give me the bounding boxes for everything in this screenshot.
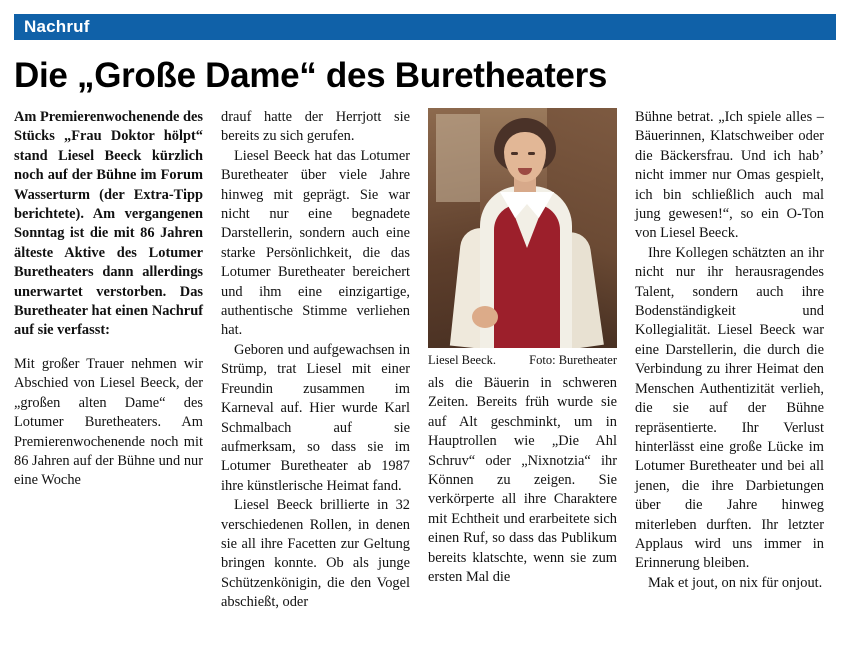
paragraph: Mit großer Trauer nehmen wir Abschied von Liesel Beeck, der „großen alten Dame“ des Lotumer Buretheaters. Am Premierenwochenende noch mit 86 Jahren auf der Bühne und nur eine Woche	[14, 355, 203, 489]
paragraph: Bühne betrat. „Ich spiele alles – Bäuerinnen, Klatschweiber oder die Bäckersfrau. Und ich hab’ nicht immer nur Omas gespielt, ich bin schließlich auch mal jung gewesen!“, so ein O-Ton von Liesel Beeck.	[635, 109, 824, 242]
photo-subject-eye-left	[511, 152, 518, 155]
column-photo	[428, 108, 617, 608]
column-left	[14, 108, 203, 608]
photo-window-shape	[436, 114, 480, 202]
paragraph: drauf hatte der Herrjott sie bereits zu sich gerufen.	[221, 109, 410, 145]
article-columns	[14, 108, 836, 611]
kicker-bar	[14, 14, 836, 40]
photo-credit: Foto: Buretheater	[529, 353, 617, 367]
paragraph: Geboren und aufgewachsen in Strümp, trat Liesel mit einer Freundin zusammen im Karneval auf. Hier wurde Karl Schmalbach auf sie aufmerksam, so dass sie im Lotumer Buretheater ab 1987 ihre künstlerische Heimat fand.	[221, 341, 410, 494]
page-title: Die „Große Dame“ des Buretheaters	[14, 56, 608, 95]
paragraph: Liesel Beeck hat das Lotumer Buretheater über viele Jahre hinweg mit geprägt. Sie war nicht nur eine begnadete Darstellerin, sondern auch eine starke Persönlichkeit, die das Lotumer Buretheater bereichert und ihm eine einzigartige, authentische Stimme verliehen hat.	[221, 147, 410, 339]
kicker-label: Nachruf	[24, 17, 90, 36]
photo-caption-text: Liesel Beeck.	[428, 353, 497, 367]
closing-paragraph: Mak et jout, on nix für onjout.	[648, 574, 823, 591]
article-photo	[428, 108, 617, 348]
photo-caption	[428, 348, 617, 368]
paragraph: Liesel Beeck brillierte in 32 verschiedenen Rollen, in denen sie all ihre Facetten zur Geltung bringen konnte. Ob als junge Schützenkönigin, die den Vogel abschießt, oder	[221, 497, 410, 611]
photo-subject-eye-right	[528, 152, 535, 155]
paragraph: als die Bäuerin in schweren Zeiten. Bereits früh wurde sie auf Alt geschminkt, um in Hauptrollen wie „Die Ahl Schruv“ oder „Nixnotzia“ ihr Können zu zeigen. Sie verkörperte all ihre Charaktere mit Echtheit und erarbeitete sich einen Ruf, so dass das Publikum bereits klatschte, wenn sie zum ersten Mal die	[428, 375, 617, 586]
column-right	[635, 108, 824, 608]
article-photo-block	[428, 108, 617, 368]
paragraph: Ihre Kollegen schätzten an ihr nicht nur ihr herausragendes Talent, sondern auch ihre Bodenständigkeit und Kollegialität. Liesel Beeck war eine Darstellerin, die durch die Verbindung zu ihrer Heimat den Menschen Authentizität verlieh, die sie auf der Bühne repräsentierte. Ihr Verlust hinterlässt eine große Lücke im Lotumer Buretheater und bei all jenen, die ihre Darbietungen über die Jahre hinweg miterleben durften. Ihr letzter Applaus wird uns immer in Erinnerung bleiben.	[635, 244, 824, 572]
lead-paragraph: Am Premierenwochenende des Stücks „Frau Doktor hölpt“ stand Liesel Beeck kürzlich noch auf der Bühne im Forum Wasserturm (der Extra-Tipp berichtete). Am vergangenen Sonntag ist die mit 86 Jahren älteste Aktive des Lotumer Buretheaters dann allerdings unerwartet verstorben. Das Buretheater hat einen Nachruf auf sie verfasst:	[14, 109, 203, 339]
column-middle	[221, 108, 410, 611]
photo-subject-hand	[472, 306, 498, 328]
